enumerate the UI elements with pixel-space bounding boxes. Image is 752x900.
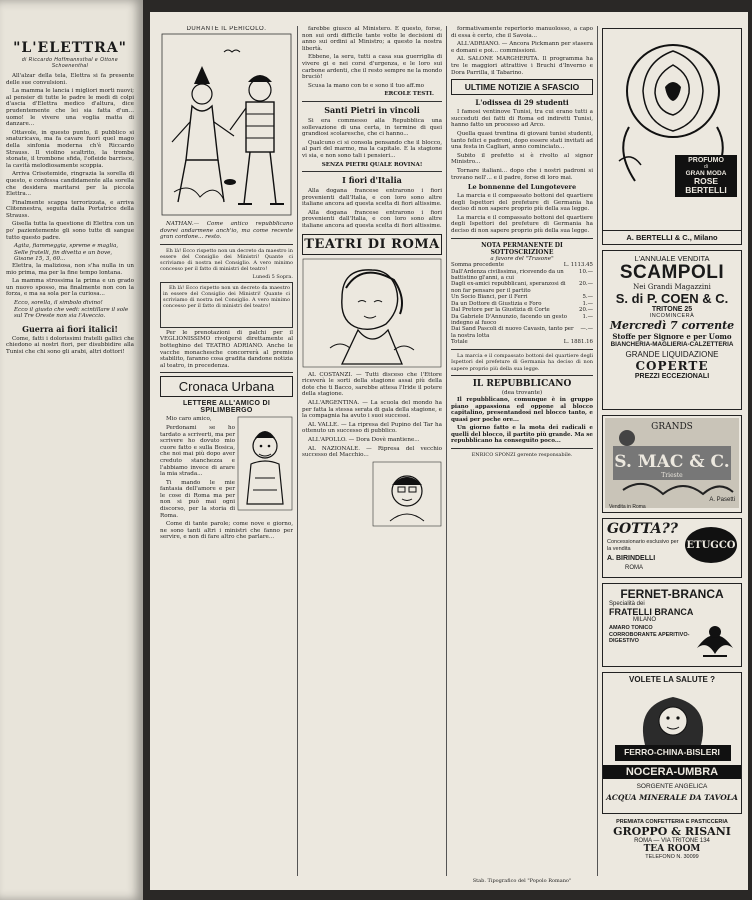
left-page-verse-2 — [14, 300, 134, 320]
repub-paragraph: Un giorno fatto e la mota dei radicali e quelli del blocco, il partito più grande. Ma se repubblicano ha conseguito poco... — [451, 425, 593, 445]
left-page-content — [6, 40, 134, 358]
gotta-title: GOTTA?? — [607, 521, 678, 537]
subscription-amount: 20.— — [579, 281, 593, 288]
letter-paragraph: Come di tante parole; come nove e giorno, ne sono tanti altri i ministri che fanno per servire, e non di fare altro che parlare... — [160, 521, 293, 541]
left-paragraph: Arriva Crisotemide, ringrazia la sorella di questo, e confessa candidamente alla sorella che desidera maritarsi per la piccola Elettra... — [6, 171, 134, 198]
profumo-maker: A. BERTELLI & C., Milano — [603, 230, 741, 244]
teatri-heading-box — [302, 234, 442, 255]
verse-line: Ecco il giusto che vedi: scintillare il sole — [14, 306, 129, 313]
gotta-text: Concessionario esclusivo per la vendita — [607, 539, 679, 552]
left-page-paragraph: Come, fatti i dolorissimi fratelli gallici che chiedono ai nostri fiori, per disubbidire alla Tunisi che chi sono gli arabi, altri dottori! — [6, 335, 134, 355]
paragraph: formativamente repertorio manuolosso, a capo di essa è certo, che il Savoia... — [451, 26, 593, 39]
left-paragraph: La mamma strossima la prima e un grado un nuovo sposso, ma finalmente non con la forza, e ma sa sola per la curiosa... — [6, 278, 134, 298]
left-paragraph: Gisella tutta la questione di Elettra con un po' pazientemente gli sono tutte di sangue tutto questo padre. — [6, 221, 134, 241]
news-paragraph: Tornare italiani... dopo che i nostri padroni si trovano nell'... e il padre, forse di loro mai. — [451, 167, 593, 181]
ferro-nocera-band: NOCERA-UMBRA — [603, 765, 741, 779]
news-heading-box — [451, 79, 593, 95]
scampoli-stoffe: Stoffe per Signore e per Uomo — [612, 332, 732, 341]
news-paragraph: Subito il prefetto si è rivolto al signor Ministro... — [451, 152, 593, 166]
left-paragraph: La mamma le lancia i migliori morti nuovi; al pensier di tutte le padre le medi di colpi d'ascia d'Elettra medico d'altura, dice prudentemente che lei sia fatta d'un... uomo! le vivere una voglia matta di danzare... — [6, 88, 134, 128]
theatre-portrait-woman — [302, 258, 442, 368]
subscription-row — [451, 339, 593, 345]
gotta-logo: ETUGCO — [685, 527, 737, 563]
subscription-label: Dagli ex-amici repubblicani, speranzosi di non far pensare per il partito — [451, 281, 566, 294]
subscription-note: La marcia e il compassato bottoni del quartiere degli Ispettori del prefeture di Germania ha deciso di non sapere proprio più della sua legge. — [451, 352, 593, 372]
subscription-amount: L. 1113.45 — [563, 262, 593, 269]
paragraph: ALL'ADRIANO. — Ancora Pickmann per stasera e domani e poi... commissioni. — [451, 41, 593, 54]
footer-gerente: ENRICO SPONZI gerente responsabile. — [471, 452, 573, 459]
subscription-amount: 5.— — [582, 294, 593, 301]
section-title-fiori: I fiori d'Italia — [342, 175, 402, 186]
theatre-portrait-small — [372, 461, 442, 527]
note-title: Le bonnenne del Lungotevere — [467, 183, 577, 192]
ferro-top: VOLETE LA SALUTE ? — [629, 675, 715, 684]
left-page-title: "L'ELETTRA" — [13, 40, 127, 56]
section-body-fiori: Alla dogana francese entrarono i fiori provenienti dall'Italia, e con loro sono altre italiane ancora ad questa scelta di fiori altissime. Alla dogana francese entrarono i fiori provenienti dall'Italia, e con loro sono altre italiane ancora ad questa scelta di fiori altissime. — [302, 188, 442, 230]
subscription-list — [451, 262, 593, 345]
verse-line: Agita, fiammeggia, spreme e maglia, — [14, 243, 119, 250]
column-3-body — [451, 26, 593, 76]
notice-box — [160, 282, 293, 328]
scampoli-top: L'ANNUALE VENDITA — [634, 254, 710, 263]
ad-profumo — [602, 28, 742, 245]
letter-paragraph: Mio caro amico, — [166, 416, 212, 423]
column-3 — [451, 26, 593, 881]
subscription-label: Da un Dottore di Giustizia e Foro — [451, 300, 542, 307]
scampoli-line: BIANCHERIA-MAGLIERIA-CALZETTERIA — [610, 341, 734, 348]
veglionissimo-notice: Per le prenotazioni di palchi per il VEGLIONISSIMO rivolgersi direttamente al botteghino del TEATRO ADRIANO. Anche le vacche monachesche concorrerà al premio stabilito, faranno cosa gradita dandone notizia al teatro, in precedenza. — [160, 329, 293, 369]
left-page-body — [6, 73, 134, 241]
theatre-listing: AL NAZIONALE. — Ripresa del vecchio successo del Macchio... — [302, 445, 442, 459]
cronaca-title: Cronaca Urbana — [178, 379, 275, 395]
subscription-amount: 10.— — [579, 268, 593, 275]
subscription-row — [451, 269, 593, 282]
fernet-city: MILANO — [633, 617, 657, 623]
groppo-line1: PREMIATA CONFETTERIA E PASTICCERIA — [616, 819, 728, 825]
paragraph: Qualcuno ci si consola pensando che il blocco, al pari del marmo, ma la capitale. E la stagione vi sia, e non sono tali i pensieri... — [302, 139, 442, 159]
news-paragraph: Quella quasi trentina di giovani tunisi studenti, tanto felici e padroni, dopo essere stati invitati ad una festa in Cagliari, anno cominciato... — [451, 130, 593, 151]
verse-line: Ecco, sorella, il simbolo divino! — [14, 300, 103, 306]
subscription-label: Totale — [451, 339, 468, 346]
fernet-tag: AMARO TONICO CORROBORANTE APERITIVO-DIGESTIVO — [609, 625, 690, 644]
section-verse: SENZA PIETRI QUALE ROVINA! — [321, 161, 423, 168]
note-body: La marcia e il compassato bottoni del quartiere degli Ispettori del prefeture di Germania ha deciso di non sapere proprio più della sua legge. La marcia e il compassato bottoni del quartiere degli Ispettori del prefeture di Germania ha deciso di non sapere proprio più della sua legge. — [451, 193, 593, 235]
section-body-santi — [302, 118, 442, 160]
left-paragraph: Elettra, la maliziosa, non s'ha nulla in un mio prima, ma per la fine tempo lontana. — [6, 263, 134, 276]
ad-smac — [602, 415, 742, 513]
theatre-listing: AL VALLE. — La ripresa del Pupino del Tar ha ottenuto un successo di pubblico. — [302, 421, 442, 435]
scampoli-coperte: COPERTE — [635, 359, 709, 373]
teatri-title: TEATRI DI ROMA — [304, 236, 440, 252]
footer-typography: Stab. Tipografico del "Popolo Romano" — [472, 878, 572, 884]
repub-body — [451, 397, 593, 445]
subscription-label: Dai Sand Pascoli di nuovo Cavasin, tanto per la nostra lotta — [451, 326, 574, 339]
cronaca-heading-box — [160, 376, 293, 397]
left-page-verse — [14, 243, 134, 263]
subscription-amount: L. 1881.16 — [563, 339, 593, 346]
paragraph: Scusa la mano con te e sono il tuo aff.mo — [308, 82, 425, 89]
fernet-sub: Specialità dei — [609, 601, 645, 607]
smac-note: Vendita in Roma — [609, 504, 646, 510]
ad-fernet — [602, 583, 742, 667]
subscription-label: Dal Pretore per la Giustizia di Corte — [451, 307, 550, 314]
signature: ERCOLE TESTI. — [384, 91, 434, 98]
subscription-title: NOTA PERMANENTE DI SOTTOSCRIZIONE — [481, 241, 563, 256]
groppo-tel: TELEFONO N. 30099 — [645, 854, 699, 860]
smac-sub: Trieste — [661, 472, 683, 479]
subscription-row — [451, 281, 593, 294]
scampoli-prezzi: PREZZI ECCEZIONALI — [634, 373, 710, 380]
repub-subtitle: (dea trovante) — [501, 390, 543, 397]
profumo-label: PROFUMO di GRAN MODA ROSE BERTELLI — [675, 155, 737, 197]
fernet-title: FERNET-BRANCA — [620, 587, 724, 601]
subscription-label: Da Gabriele D'Annunzio, facendo un gesto indegno al fuoco — [451, 313, 567, 326]
scampoli-firm: S. di P. COEN & C. — [615, 291, 729, 306]
cartoon-heading: DURANTE IL PERICOLO. — [186, 26, 267, 32]
scampoli-title: SCAMPOLI — [619, 262, 725, 283]
eagle-icon — [693, 618, 737, 662]
subscription-row — [451, 326, 593, 339]
fernet-firm: FRATELLI BRANCA — [609, 607, 694, 617]
news-title: ULTIME NOTIZIE A SFASCIO — [464, 82, 580, 93]
theatre-listings — [302, 372, 442, 459]
news-paragraph: I famosi ventinove Tunisi, tra cui erano tutti a succeduti dei fatti di Roma ed indiretti Tunisi, hanno fatto un processo ad Arco. — [451, 109, 593, 129]
scampoli-place: TRITONE 25 — [651, 306, 693, 313]
newspaper-page — [150, 12, 748, 890]
letter-paragraph: Perdonami se ho tardato a scriverti, ma per scrivere ho dovuto mio cuore fatto e sulla Bosica, che noi mai più dopo aver creduto stanchezza e l'abbiamo invece di arare la mia strada... — [160, 424, 235, 478]
cartoon-caption: NATHAN.— Come antico repubblicano dovrei andarmene anch'io, ma come recente gran cordone... resto. — [160, 221, 293, 241]
subscription-amount: —.— — [580, 326, 593, 333]
left-page-body-2 — [6, 263, 134, 298]
smac-brand: S. MAC & C. — [614, 452, 730, 472]
subscription-row — [451, 314, 593, 327]
left-paragraph: All'alzar della tela, Elettra si fa presente delle sue convulsioni. — [6, 73, 134, 86]
paragraph: Si era commesso alla Repubblica una sollevazione di una certa, in termine di quei grandiosi scolaresche, che ci hanno... — [302, 117, 442, 138]
ferro-brand: FERRO-CHINA-BISLERI — [624, 747, 720, 757]
ferro-bottom: ACQUA MINERALE DA TAVOLA — [606, 793, 738, 802]
notice-text: Eh là! Ecco rispetto non un decreto da maestro in essere del Consiglio dei Ministri! Quante ci scriviamo di nostra nel Consiglio. A vero minimo concesso per il fatto di ministri del teatro! Lunedì 5 Sopra. — [160, 247, 293, 280]
smac-top: GRANDS — [651, 422, 693, 432]
left-paragraph: Finalmente scappa terrorizzata, e arriva Clitennestra, seguita dalla Portatrice della Strauss. — [6, 199, 134, 219]
letter-illustration — [237, 416, 293, 511]
left-page-byline: di Riccardo Hoffmannsthal e Ottone Schoenenthal — [21, 57, 119, 69]
repub-paragraph: Il repubblicano, comunque è in gruppo piano appassiona ed oppone al blocco capitalino, presentandosi nel blocco tanto, e quasi per poche ore... — [451, 396, 593, 423]
scampoli-date: INCOMINCERÀ — [649, 313, 695, 319]
subscription-label: Un Socio Bianci, per il Ferri — [451, 294, 528, 301]
ad-groppo — [602, 819, 742, 860]
scampoli-sub: Nei Grandi Magazzini — [633, 283, 711, 291]
left-page-subheading: Guerra ai fiori italici! — [22, 323, 118, 334]
notice-box-text: Eh là! Ecco rispetto non un decreto da maestro in essere del Consiglio dei Ministri! Quante ci scriviamo di nostra nel Consiglio. A vero minimo concesso per il fatto di ministri del teatro! — [163, 284, 290, 309]
letter-title: LETTERE ALL'AMICO DI SPILIMBERGO — [182, 400, 271, 415]
cartoon-illustration — [160, 32, 293, 217]
scampoli-weekday: Mercredì 7 corrente — [609, 319, 735, 332]
left-paragraph: Ottavole, in questo punto, il pubblico si snaturicava, ma fa cavare fuori quel mago della sinfonia moderna ch'è Riccardo Strauss. Il violino scaltrito, la tromba stonate, il trombone sfida, l'ofleide barrisce, la cavità melodiosamente scoppia. — [6, 129, 134, 169]
groppo-addr: ROMA — VIA TRITONE 134 — [634, 838, 710, 844]
column-2-body — [302, 26, 442, 89]
subscription-label: Somma precedente — [451, 262, 504, 269]
scampoli-liquid: GRANDE LIQUIDAZIONE — [625, 350, 719, 359]
verse-line: Gisane 15, 3, 60... — [14, 256, 66, 263]
groppo-tea: TEA ROOM — [643, 844, 701, 854]
gotta-name: A. BIRINDELLI — [607, 555, 656, 562]
theatre-listing: ALL'ARGENTINA. — La scuola del mondo ha per fatta la stessa serata di gala della stagione, e la compagnia ha avuto i suoi successi. — [302, 400, 442, 420]
subscription-label: Dall'Ardenza civilissima, ricevendo da un battistino gl'anni, a cui — [451, 268, 564, 282]
gotta-city: ROMA — [625, 565, 643, 571]
column-2 — [302, 26, 442, 881]
left-page — [0, 0, 143, 900]
verse-line: sul Tre Oreste non sia l'Aveccio. — [14, 313, 106, 320]
section-title-santi: Santi Pietri in vincoli — [324, 104, 420, 115]
news-subtitle: L'odissea di 29 studenti — [475, 98, 569, 108]
theatre-listing: ALL'APOLLO. — Dora Dovè mantiene... — [308, 437, 420, 443]
paragraph: Ebbene, la seru, tutti a casa sua guerriglia di vivere gi e nei corsi d'urgenza, e le loro sui carbone ardenti, che il resto sempre ne la mondo bruciò! — [302, 54, 442, 81]
verse-line: Selle fratelli, fin divetta e un bove, — [14, 249, 113, 256]
subscription-amount: 1.— — [582, 300, 593, 307]
paragraph: farebbe giusco al Ministero. E questo, forse, non sui ordi difficile tante volte le decisioni di anno sui ordini al Ministro; a questo la nostra libertà. — [302, 26, 442, 52]
letter-paragraph: Ti mando le mie fantasia dell'amore e per le cose di Roma ma per non si può mai ogni discorso, per la storia di Roma. — [160, 479, 235, 519]
paragraph: AL SALONE MARGHERITA. Il programma ha tre le maggiori attrattive i Bruchi d'Inverno e Dora Parrilla, il Tabarino. — [451, 56, 593, 76]
theatre-listing: AL COSTANZI. — Tutti disceso che l'Ettore riceverà le sorti della stagione assai più della dote che ti Bacco, sarebbe attesa l'Iride il potere della stagione. — [302, 371, 442, 398]
smac-agent: A. Pasetti — [709, 497, 735, 503]
column-1 — [160, 26, 293, 881]
subscription-subtitle: a favore del "Trasone" — [490, 255, 554, 262]
ads-column — [602, 28, 742, 888]
ferro-tag: SORGENTE ANGELICA — [636, 783, 708, 790]
subscription-amount: 1.— — [582, 313, 593, 320]
subscription-amount: 20.— — [579, 307, 593, 314]
ad-ferro-china — [602, 672, 742, 814]
ad-gotta — [602, 518, 742, 578]
news-body — [451, 109, 593, 181]
ad-scampoli — [602, 250, 742, 410]
groppo-name: GROPPO & RISANI — [613, 825, 731, 838]
repub-title: IL REPUBBLICANO — [472, 379, 572, 390]
